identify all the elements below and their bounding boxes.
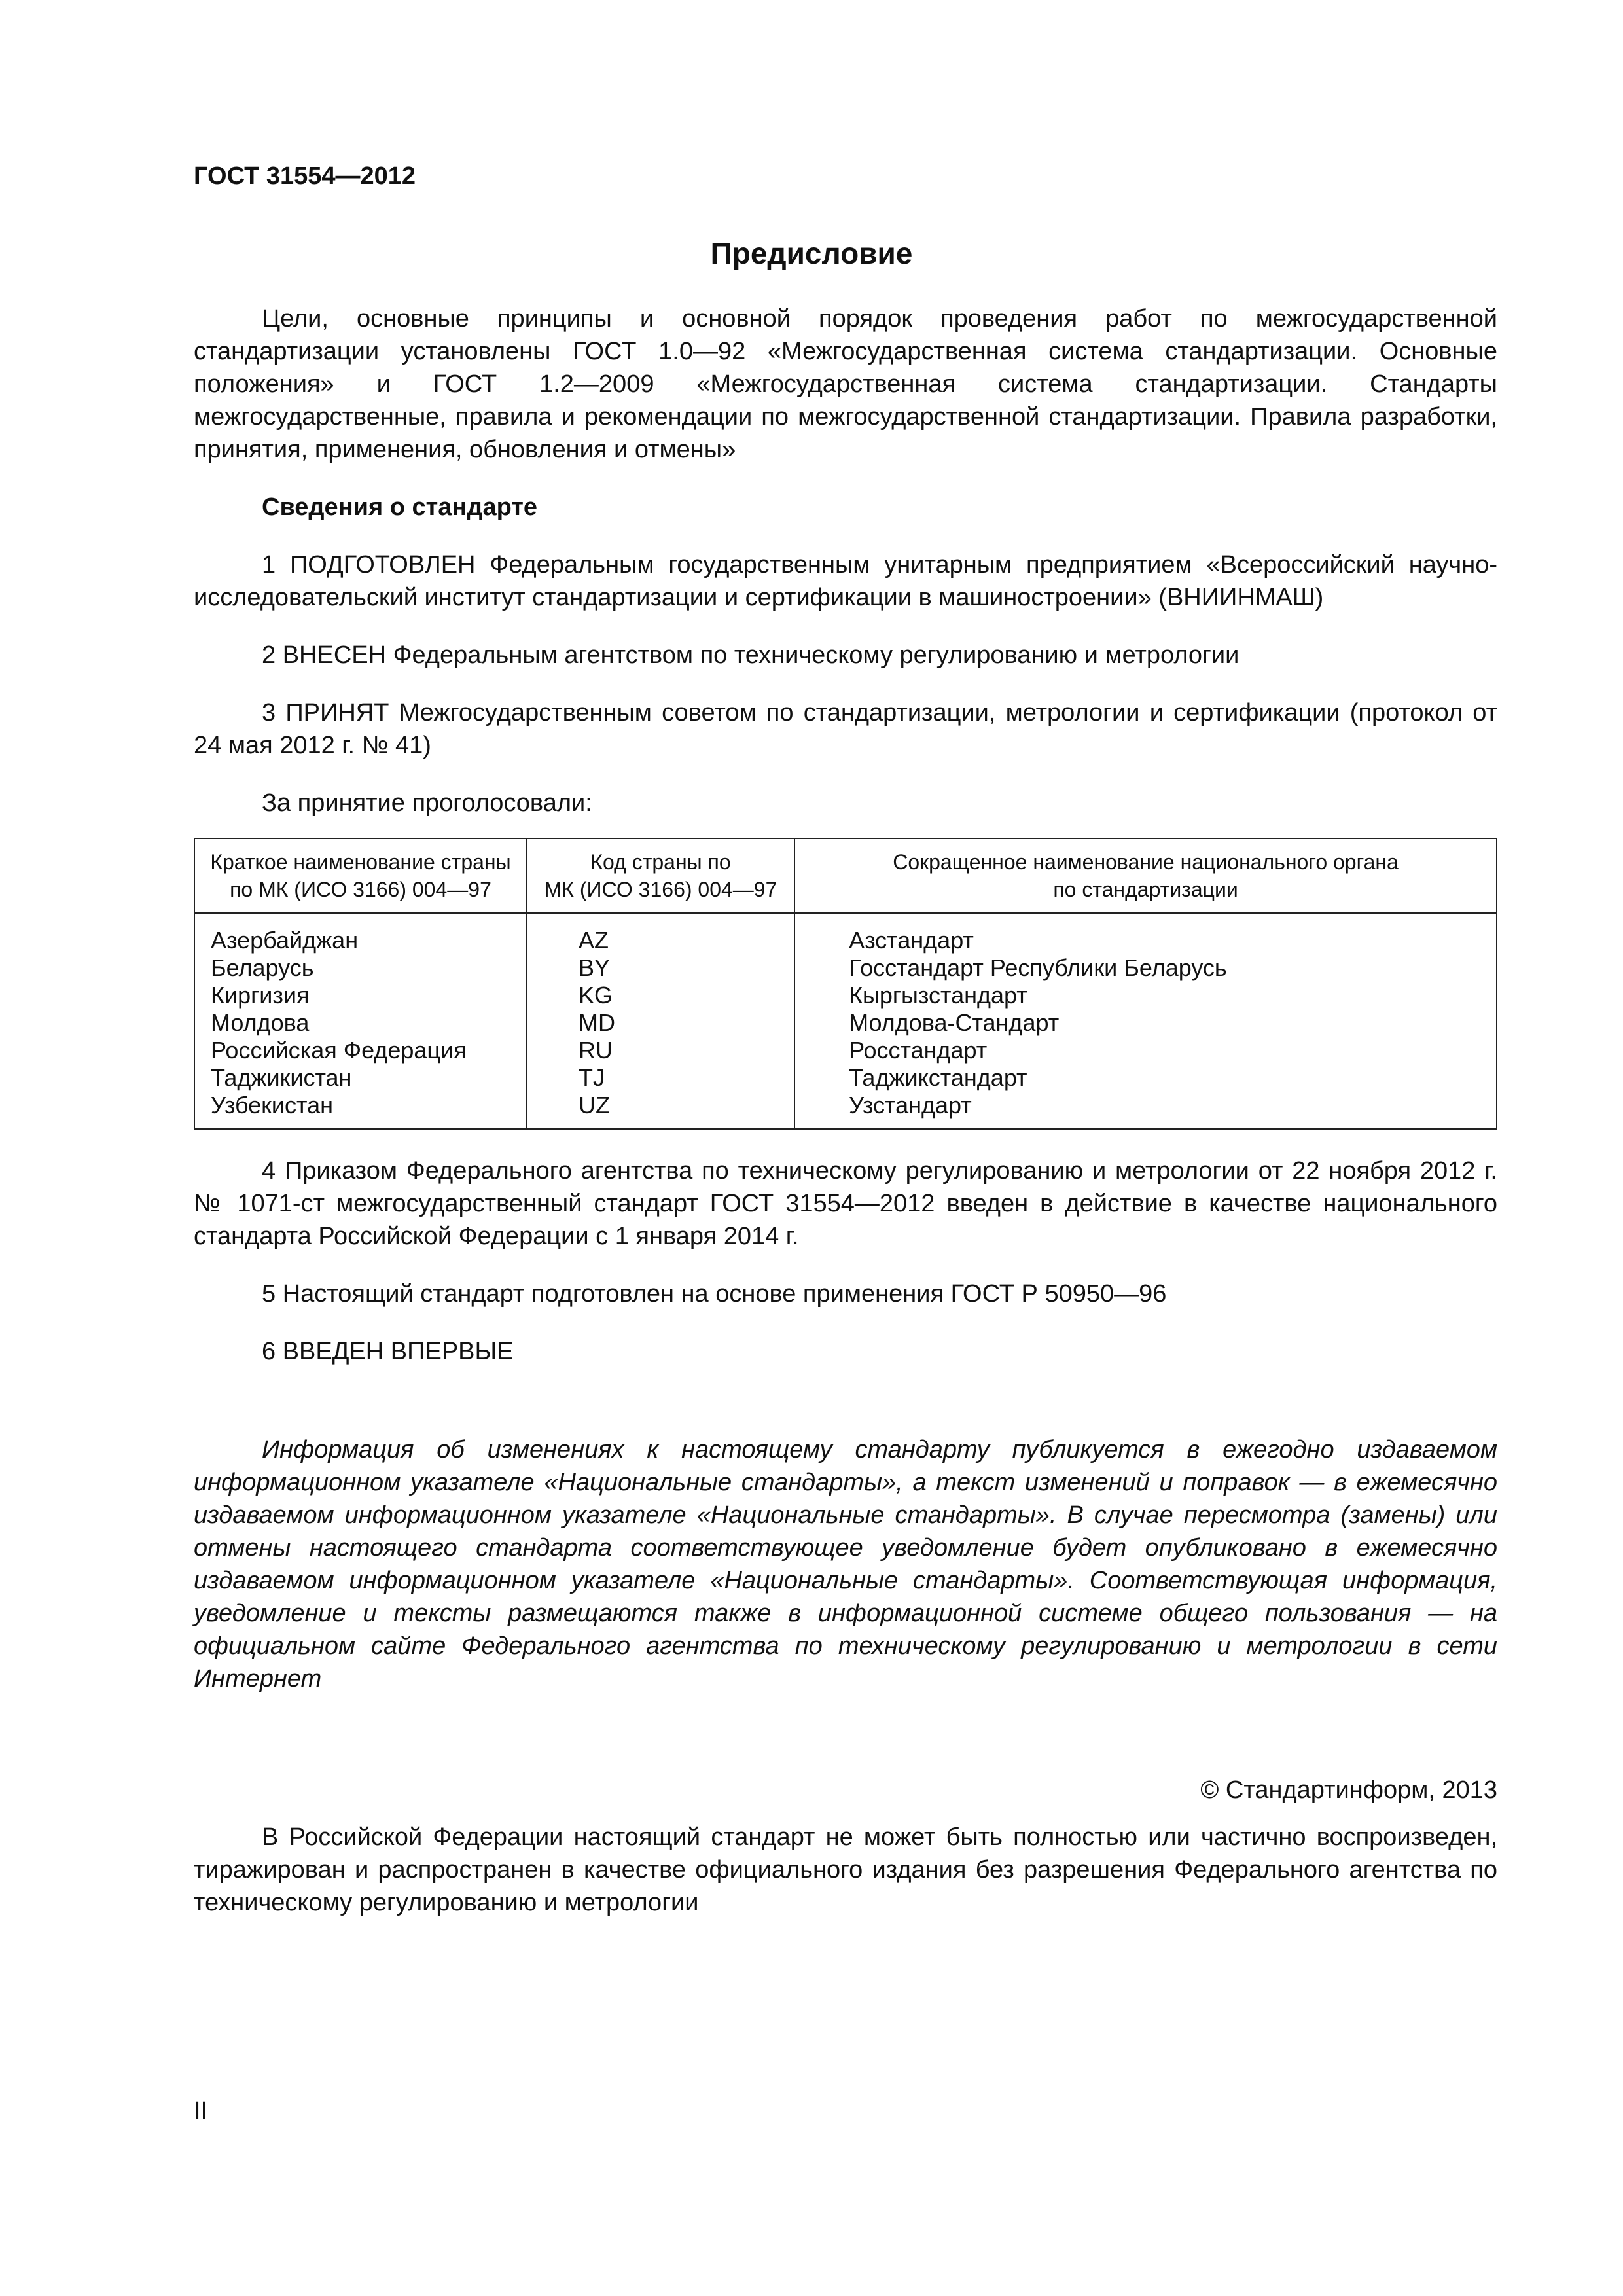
country-cell: Киргизия	[194, 982, 527, 1009]
table-row	[194, 982, 1497, 1009]
country-cell: Таджикистан	[194, 1064, 527, 1092]
header-country	[194, 838, 527, 913]
document-body	[194, 302, 1497, 1919]
organization-cell: Росстандарт	[794, 1037, 1497, 1064]
table-row	[194, 1037, 1497, 1064]
code-cell: RU	[527, 1037, 794, 1064]
page-number: II	[194, 2097, 208, 2125]
organization-cell: Кыргызстандарт	[794, 982, 1497, 1009]
voting-table	[194, 838, 1497, 1130]
country-cell: Азербайджан	[194, 913, 527, 954]
country-cell: Молдова	[194, 1009, 527, 1037]
table-row	[194, 1064, 1497, 1092]
organization-cell: Таджикстандарт	[794, 1064, 1497, 1092]
code-cell: UZ	[527, 1092, 794, 1129]
table-header-row	[194, 838, 1497, 913]
code-cell: KG	[527, 982, 794, 1009]
organization-cell: Узстандарт	[794, 1092, 1497, 1129]
intro-paragraph: Цели, основные принципы и основной порядок проведения работ по межгосударственной стандартизации установлены ГОСТ 1.0—92 «Межгосударственная система стандартизации. Основные положения» и ГОСТ 1.2—2009 «Межгосударственная система стандартизации. Стандарты межгосударственные, правила и рекомендации по межгосударственной стандартизации. Правила разработки, принятия, применения, обновления и отмены»	[194, 305, 1497, 463]
header-code-line2: МК (ИСО 3166) 004—97	[544, 878, 777, 901]
document-code-header: ГОСТ 31554—2012	[194, 162, 416, 190]
item-6-paragraph: 6 ВВЕДЕН ВПЕРВЫЕ	[262, 1338, 514, 1365]
organization-cell: Госстандарт Республики Беларусь	[794, 954, 1497, 982]
organization-cell: Молдова-Стандарт	[794, 1009, 1497, 1037]
header-code	[527, 838, 794, 913]
table-row	[194, 1092, 1497, 1129]
table-row	[194, 913, 1497, 954]
item-5-paragraph: 5 Настоящий стандарт подготовлен на основе применения ГОСТ Р 50950—96	[262, 1280, 1167, 1308]
item-2-paragraph: 2 ВНЕСЕН Федеральным агентством по техническому регулированию и метрологии	[262, 641, 1240, 669]
item-3-paragraph: 3 ПРИНЯТ Межгосударственным советом по стандартизации, метрологии и сертификации (протокол от 24 мая 2012 г. № 41)	[194, 699, 1497, 759]
country-cell: Беларусь	[194, 954, 527, 982]
header-organization-line1: Сокращенное наименование национального органа	[893, 850, 1399, 874]
code-cell: TJ	[527, 1064, 794, 1092]
header-code-line1: Код страны по	[590, 850, 731, 874]
copyright-notice: © Стандартинформ, 2013	[1200, 1776, 1497, 1804]
table-row	[194, 954, 1497, 982]
vote-intro: За принятие проголосовали:	[262, 789, 592, 817]
country-cell: Узбекистан	[194, 1092, 527, 1129]
country-cell: Российская Федерация	[194, 1037, 527, 1064]
item-4-paragraph: 4 Приказом Федерального агентства по техническому регулированию и метрологии от 22 ноября 2012 г. № 1071-ст межгосударственный стандарт ГОСТ 31554—2012 введен в действие в качестве национального стандарта Российской Федерации с 1 января 2014 г.	[194, 1157, 1497, 1250]
organization-cell: Азстандарт	[794, 913, 1497, 954]
changes-info-note: Информация об изменениях к настоящему стандарту публикуется в ежегодно издаваемом информационном указателе «Национальные стандарты», а текст изменений и поправок — в ежемесячно издаваемом информационном указателе «Национальные стандарты». В случае пересмотра (замены) или отмены настоящего стандарта соответствующее уведомление будет опубликовано в ежемесячно издаваемом информационном указателе «Национальные стандарты». Соответствующая информация, уведомление и тексты размещаются также в информационной системе общего пользования — на официальном сайте Федерального агентства по техническому регулированию и метрологии в сети Интернет	[194, 1436, 1497, 1693]
header-country-line2: по МК (ИСО 3166) 004—97	[230, 878, 491, 901]
code-cell: BY	[527, 954, 794, 982]
item-1-paragraph: 1 ПОДГОТОВЛЕН Федеральным государственным унитарным предприятием «Всероссийский научно-исследовательский институт стандартизации и сертификации в машиностроении» (ВНИИНМАШ)	[194, 551, 1497, 611]
header-organization	[794, 838, 1497, 913]
table-row	[194, 1009, 1497, 1037]
page-title: Предисловие	[710, 236, 913, 270]
section-subtitle: Сведения о стандарте	[262, 493, 538, 521]
reproduction-rights-paragraph: В Российской Федерации настоящий стандарт не может быть полностью или частично воспроизведен, тиражирован и распространен в качестве официального издания без разрешения Федерального агентства по техническому регулированию и метрологии	[194, 1823, 1497, 1916]
code-cell: MD	[527, 1009, 794, 1037]
header-country-line1: Краткое наименование страны	[210, 850, 511, 874]
code-cell: AZ	[527, 913, 794, 954]
header-organization-line2: по стандартизации	[1053, 878, 1238, 901]
